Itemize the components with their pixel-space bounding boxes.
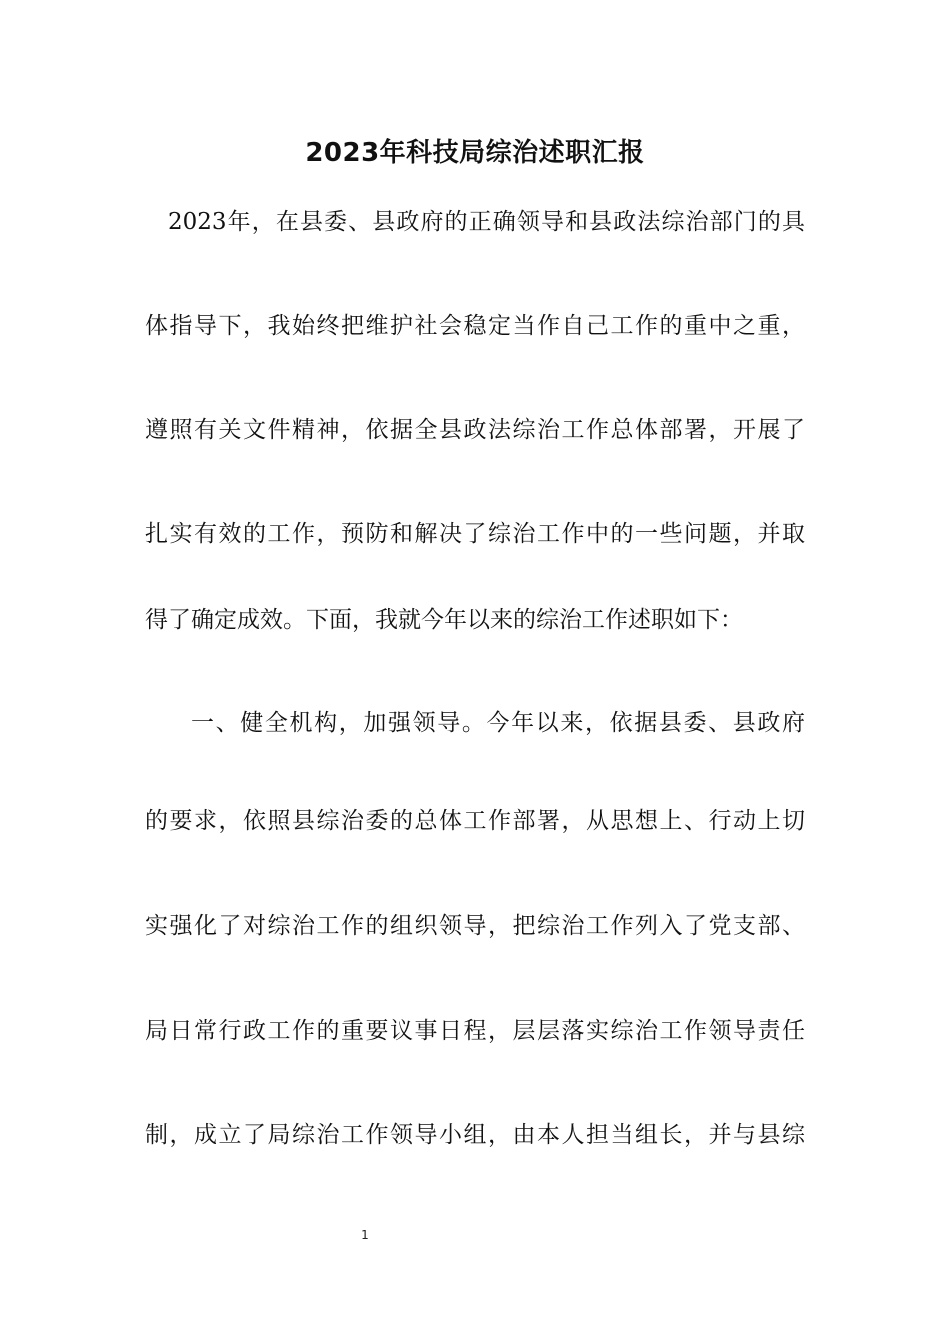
paragraph-1-line-5: 得了确定成效。下面，我就今年以来的综治工作述职如下：: [145, 607, 743, 633]
paragraph-1-line-2: 体指导下，我始终把维护社会稳定当作自己工作的重中之重，: [145, 313, 805, 339]
paragraph-1-line-3: 遵照有关文件精神，依据全县政法综治工作总体部署，开展了: [145, 417, 805, 443]
page-number: 1: [361, 1228, 369, 1242]
paragraph-1-line-1: 2023年，在县委、县政府的正确领导和县政法综治部门的具: [168, 209, 805, 235]
document-title: 2023年科技局综治述职汇报: [305, 138, 645, 168]
paragraph-2-line-3: 实强化了对综治工作的组织领导，把综治工作列入了党支部、: [145, 913, 805, 939]
paragraph-2-line-2: 的要求，依照县综治委的总体工作部署，从思想上、行动上切: [145, 808, 805, 834]
paragraph-1-line-4: 扎实有效的工作，预防和解决了综治工作中的一些问题，并取: [145, 521, 805, 547]
paragraph-2-line-4: 局日常行政工作的重要议事日程，层层落实综治工作领导责任: [145, 1018, 805, 1044]
paragraph-2-line-1: 一、健全机构，加强领导。今年以来，依据县委、县政府: [191, 710, 805, 736]
paragraph-2-line-5: 制，成立了局综治工作领导小组，由本人担当组长，并与县综: [145, 1122, 805, 1148]
